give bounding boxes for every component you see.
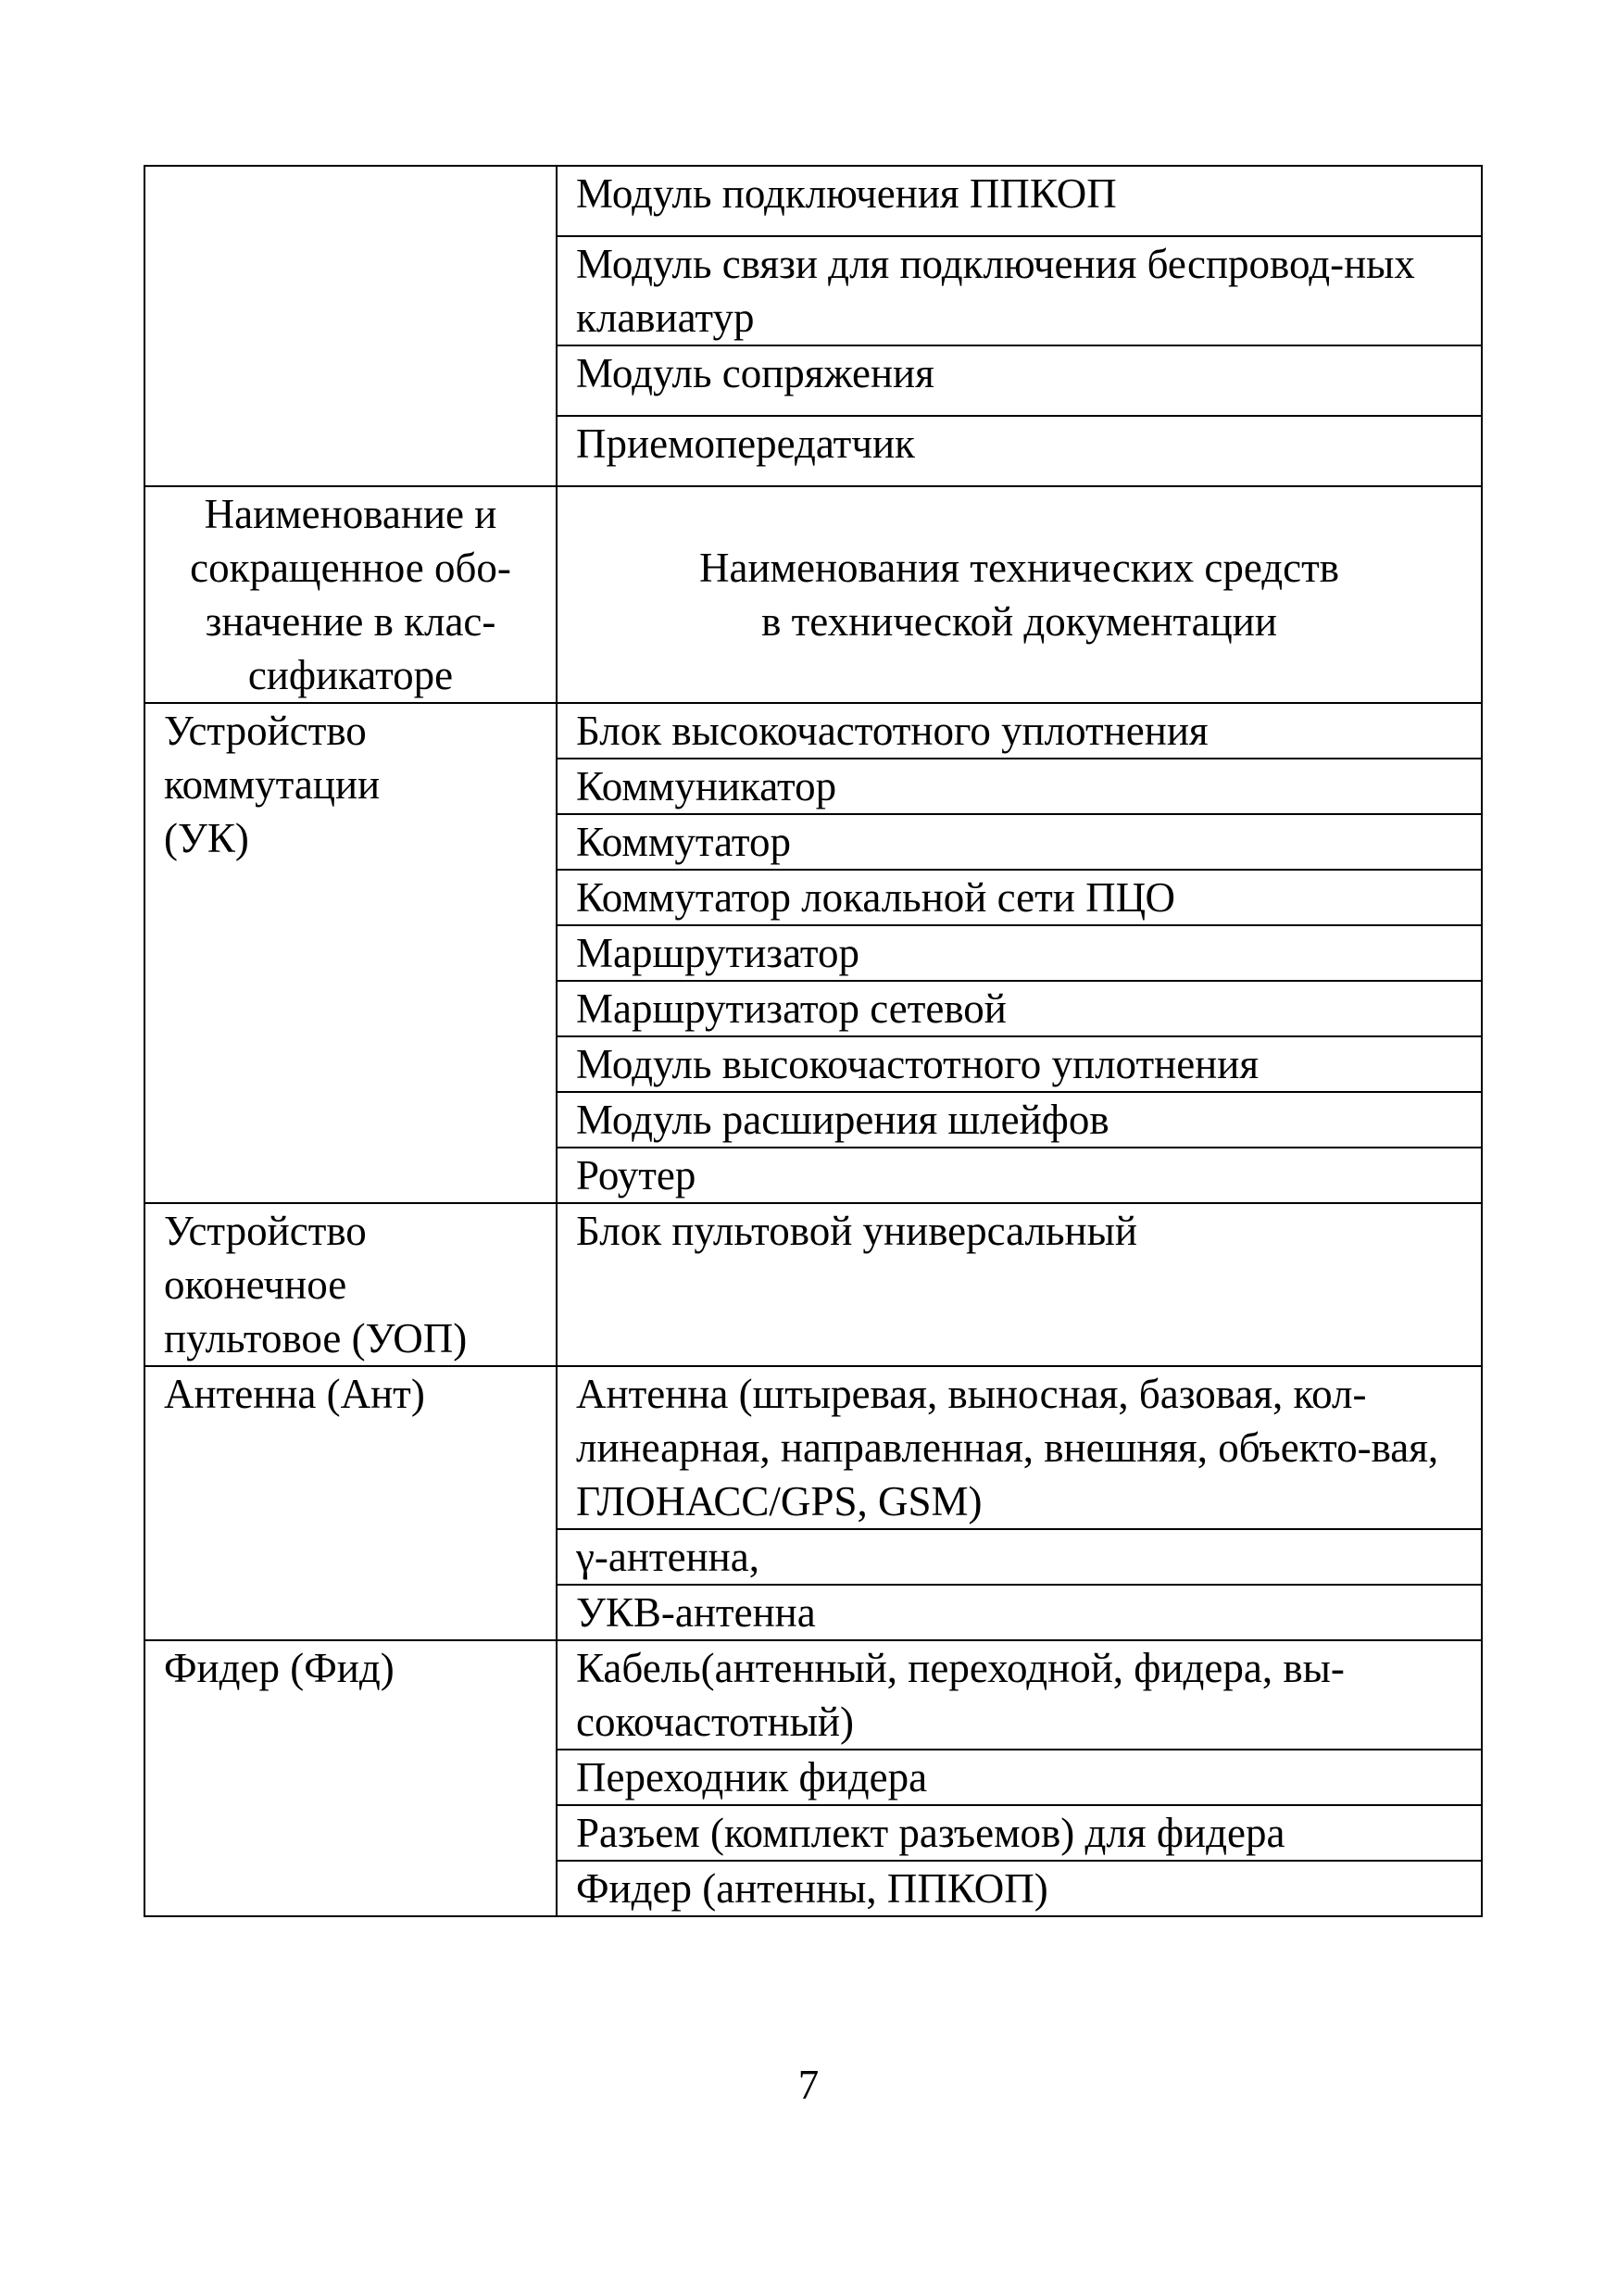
table-cell: Переходник фидера — [557, 1750, 1482, 1805]
table-cell: Фидер (антенны, ППКОП) — [557, 1861, 1482, 1916]
table-cell: γ-антенна, — [557, 1529, 1482, 1585]
group-label-ant: Антенна (Ант) — [144, 1366, 557, 1640]
label-line: (УК) — [164, 815, 249, 861]
group-label-uk — [144, 703, 557, 1203]
table-cell: Модуль сопряжения — [557, 345, 1482, 416]
header-right-line2: в технической документации — [761, 598, 1277, 645]
table-cell: Коммуникатор — [557, 759, 1482, 814]
table-cell: Кабель(антенный, переходной, фидера, вы-сокочастотный) — [557, 1640, 1482, 1750]
label-line: коммутации — [164, 761, 381, 808]
table-cell: Приемопередатчик — [557, 416, 1482, 486]
label-line: оконечное — [164, 1261, 347, 1308]
header-right-line1: Наименования технических средств — [698, 545, 1340, 591]
table-cell: УКВ-антенна — [557, 1585, 1482, 1640]
table-cell: Модуль подключения ППКОП — [557, 166, 1482, 236]
table-cell: Модуль высокочастотного уплотнения — [557, 1036, 1482, 1092]
table-cell: Разъем (комплект разъемов) для фидера — [557, 1805, 1482, 1861]
table-cell: Роутер — [557, 1148, 1482, 1203]
label-line: Устройство — [164, 708, 367, 754]
table-cell: Модуль связи для подключения беспровод-ных клавиатур — [557, 236, 1482, 345]
table-cell: Маршрутизатор сетевой — [557, 981, 1482, 1036]
group-label-uop — [144, 1203, 557, 1366]
table-cell: Блок пультовой универсальный — [557, 1203, 1482, 1366]
group-label-fid: Фидер (Фид) — [144, 1640, 557, 1916]
table-cell: Маршрутизатор — [557, 925, 1482, 981]
header-right — [557, 486, 1482, 703]
table-cell: Коммутатор — [557, 814, 1482, 870]
label-line: Устройство — [164, 1208, 367, 1254]
table-cell: Коммутатор локальной сети ПЦО — [557, 870, 1482, 925]
classifier-table — [144, 165, 1483, 1917]
header-left: Наименование и сокращенное обо-значение в клас-сификаторе — [144, 486, 557, 703]
label-line: пультовое (УОП) — [164, 1315, 468, 1361]
table-cell: Антенна (штыревая, выносная, базовая, кол-линеарная, направленная, внешняя, объекто-вая, ГЛОНАСС/GPS, GSM) — [557, 1366, 1482, 1529]
empty-left-cell — [144, 166, 557, 486]
table-cell: Модуль расширения шлейфов — [557, 1092, 1482, 1148]
table-cell: Блок высокочастотного уплотнения — [557, 703, 1482, 759]
page-number: 7 — [797, 2062, 820, 2108]
